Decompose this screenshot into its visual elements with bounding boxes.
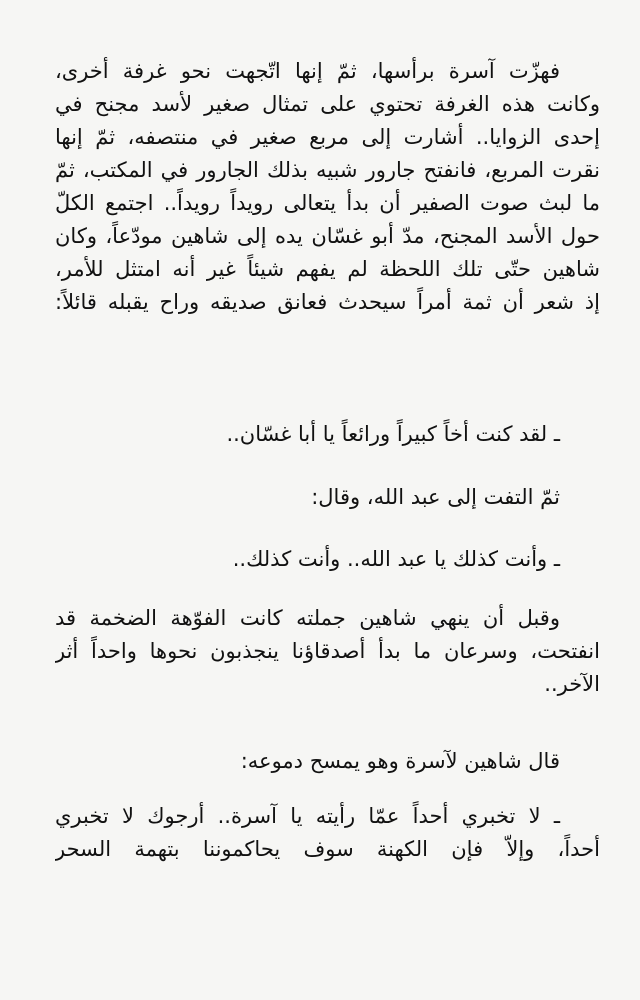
- text-line: ـ لا تخبري أحداً عمّا رأيته يا آسرة.. أرجوك لا تخبري: [55, 804, 560, 828]
- text-line: إذ شعر أن ثمة أمراً سيحدث فعانق صديقه وراح يقبله قائلاً:: [55, 290, 600, 314]
- text-line: ـ وأنت كذلك يا عبد الله.. وأنت كذلك..: [232, 547, 560, 571]
- text-line: قال شاهين لآسرة وهو يمسح دموعه:: [240, 749, 560, 773]
- paragraph-1: [55, 55, 600, 319]
- text-line: فهزّت آسرة برأسها، ثمّ إنها اتّجهت نحو غرفة أخرى،: [55, 59, 560, 83]
- paragraph-2: [55, 602, 600, 701]
- text-line: ما لبث صوت الصفير أن بدأ يتعالى رويداً رويداً.. اجتمع الكلّ: [55, 191, 600, 215]
- narration-2: [55, 745, 600, 778]
- text-line: شاهين حتّى تلك اللحظة لم يفهم شيئاً غير أنه امتثل للأمر،: [55, 257, 600, 281]
- text-line: إحدى الزوايا.. أشارت إلى مربع صغير في منتصفه، ثمّ إنها: [55, 125, 600, 149]
- text-line: أحداً، وإلاّ فإن الكهنة سوف يحاكموننا بتهمة السحر: [55, 837, 600, 861]
- text-line: ـ لقد كنت أخاً كبيراً ورائعاً يا أبا غسّان..: [226, 422, 560, 446]
- paragraph-3: [55, 800, 600, 866]
- text-line: الآخر..: [544, 672, 600, 696]
- dialogue-2: [55, 543, 600, 576]
- text-line: حول الأسد المجنح، مدّ أبو غسّان يده إلى شاهين مودّعاً، وكان: [55, 224, 600, 248]
- text-line: ثمّ التفت إلى عبد الله، وقال:: [311, 485, 560, 509]
- text-line: انفتحت، وسرعان ما بدأ أصدقاؤنا ينجذبون نحوها واحداً أثر: [55, 639, 600, 663]
- narration-1: [55, 481, 600, 514]
- text-line: نقرت المربع، فانفتح جارور شبيه بذلك الجارور في المكتب، ثمّ: [55, 158, 600, 182]
- dialogue-1: [55, 418, 600, 451]
- text-line: وقبل أن ينهي شاهين جملته كانت الفوّهة الضخمة قد: [55, 606, 560, 630]
- text-line: وكانت هذه الغرفة تحتوي على تمثال صغير لأسد مجنح في: [55, 92, 600, 116]
